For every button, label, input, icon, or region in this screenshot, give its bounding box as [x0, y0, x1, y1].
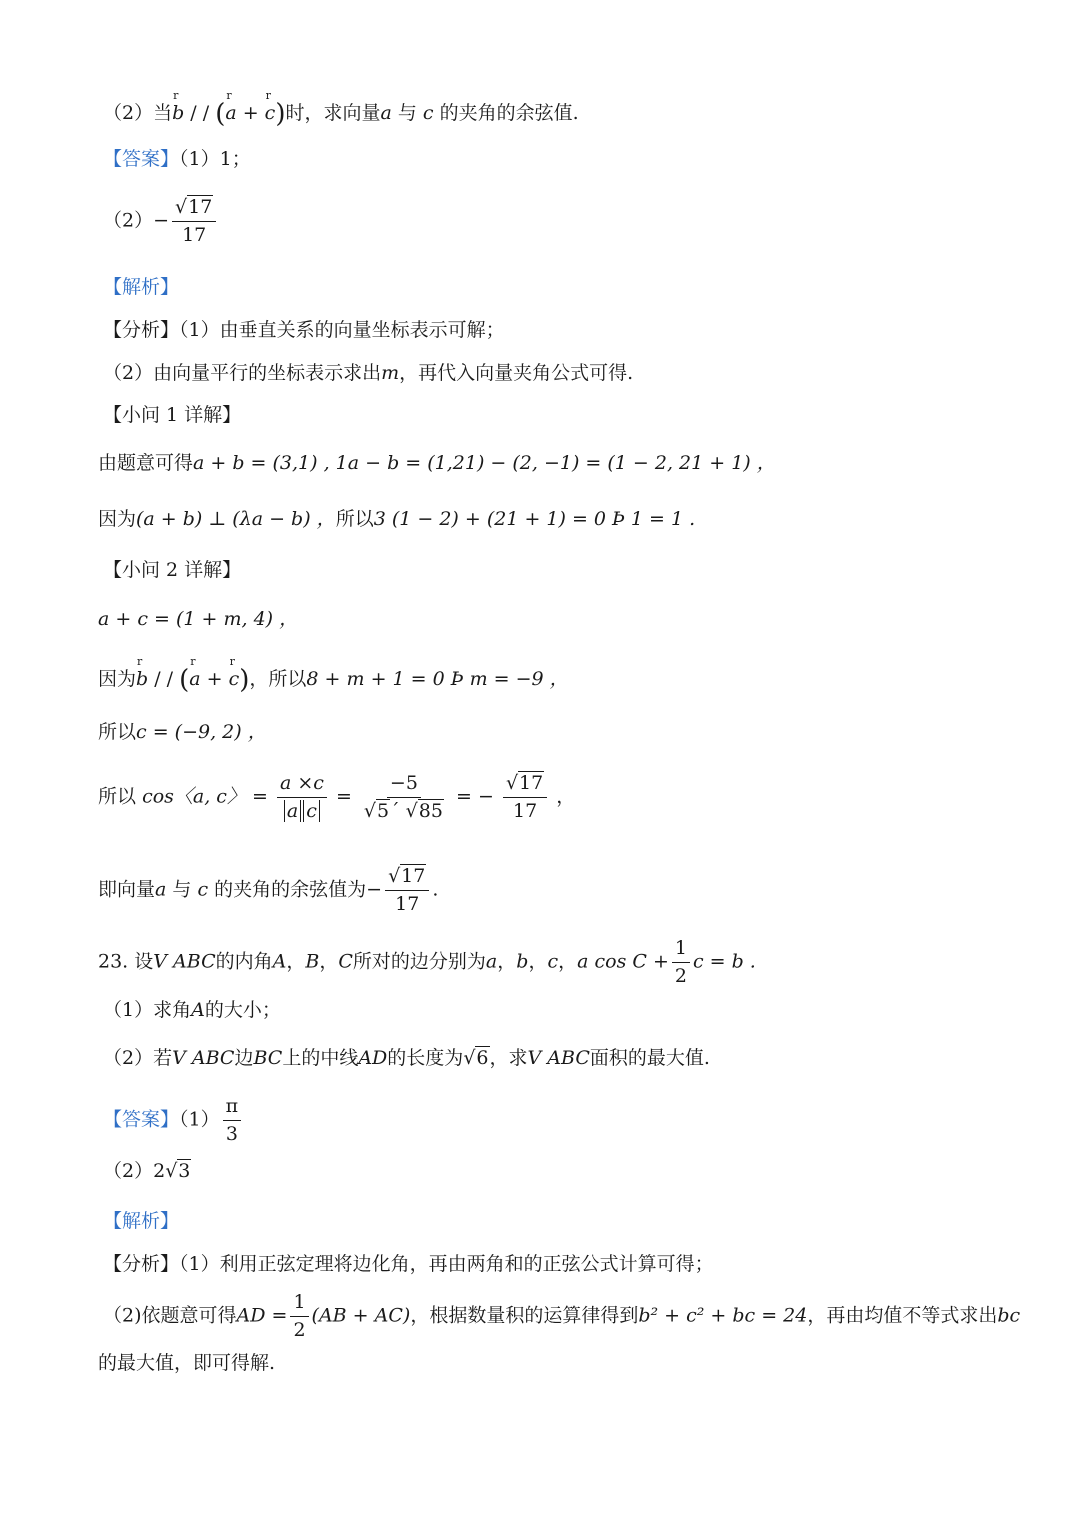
equals: = [335, 785, 352, 808]
q23-part2: （2）若V ABC边BC上的中线AD的长度为√6，求V ABC面积的最大值. [103, 1047, 710, 1069]
text: ， [556, 785, 576, 808]
text: ，根据数量积的运算律得到 [410, 1304, 639, 1327]
parallel-symbol: / / [184, 102, 216, 124]
text: 所对的边分别为 [352, 950, 486, 973]
text: 因为 [98, 668, 137, 690]
formula: c = b . [692, 950, 756, 973]
vector-a: r a [189, 655, 201, 690]
q22-sub2-line4 [98, 773, 575, 822]
text: 与 [391, 102, 423, 124]
text: （2）当 [103, 102, 173, 124]
jiexi-tag: 【解析】 [103, 276, 180, 298]
q22-jiexi [103, 278, 179, 297]
text: 与 [166, 878, 198, 901]
fenxi-tag: 【分析】 [103, 1253, 180, 1275]
var-a: a [155, 878, 167, 901]
q22-sub2-line2: 因为 r b / / ( r a + r c)，所以8 + m + 1 = 0 Þ m = −9 ， [98, 655, 569, 695]
q23-answer-2: （2）2√3 [103, 1160, 191, 1182]
text: ，所以 [249, 668, 307, 690]
var-m: m [381, 362, 400, 384]
var-a: a [380, 102, 392, 124]
q23-stem [98, 938, 756, 987]
subquestion-tag: 【小问 1 详解】 [103, 404, 242, 426]
var-c: c [422, 102, 434, 124]
q22-sub1-tag [103, 406, 241, 425]
text: 的大小； [204, 999, 281, 1021]
fraction: $\frac{√17}{17}$ [172, 197, 216, 246]
fenxi-tag: 【分析】 [103, 319, 180, 341]
text: （2）若 [103, 1047, 173, 1069]
cosine-expr: cos〈a, c〉 = [142, 785, 268, 808]
subquestion-tag: 【小问 2 详解】 [103, 559, 242, 581]
plus-sign: + [200, 668, 229, 690]
q22-fenxi-1 [103, 321, 505, 340]
vector-b: r b [136, 655, 149, 690]
text: 由题意可得 [98, 452, 194, 474]
formula: a cos C + [577, 950, 669, 973]
text: 的长度为 [387, 1047, 464, 1069]
answer-tag: 【答案】 [103, 148, 180, 170]
text: 的内角 [215, 950, 273, 973]
text: 的夹角的余弦值. [433, 102, 579, 124]
var-B: B [305, 950, 320, 973]
coefficient: 2 [153, 1160, 166, 1182]
vector-a: r a [225, 89, 237, 124]
text: （2）由向量平行的坐标表示求出 [103, 362, 382, 384]
text: 的夹角的余弦值为 [208, 878, 367, 901]
label: （2） [103, 209, 154, 232]
text: ，再代入向量夹角公式可得. [399, 362, 634, 384]
triangle-abc: V ABC [172, 1047, 235, 1069]
formula: c = (−9, 2) ， [136, 721, 267, 743]
sqrt-6: 6 [476, 1047, 489, 1069]
q23-answer-line [103, 1096, 244, 1145]
text: ， [528, 950, 548, 973]
fraction-dot-over-norms: $\frac{a \times c}{\text{a c}}$ [277, 773, 327, 822]
side-bc: BC [253, 1047, 283, 1069]
text: 的最大值，即可得解. [98, 1352, 276, 1374]
var-c: c [547, 950, 559, 973]
text: 所以 [98, 721, 137, 743]
text: 所以 [98, 785, 137, 808]
formula: a + c = (1 + m, 4) ， [98, 608, 299, 630]
formula: (a + b) ⊥ (λa − b) ， [136, 508, 336, 530]
fraction-half: $\frac{1}{2}$ [672, 938, 690, 987]
text: 面积的最大值. [589, 1047, 710, 1069]
q22-conclusion [98, 866, 438, 915]
q23-fenxi-2 [103, 1292, 1020, 1341]
question-number: 23. 设 [98, 950, 154, 973]
text: ， [286, 950, 306, 973]
q22-sub1-line1 [98, 454, 776, 473]
q23-part1 [103, 1001, 281, 1020]
text: （1）由垂直关系的向量坐标表示可解； [179, 319, 505, 341]
q22-sub2-line3 [98, 723, 267, 742]
triangle-abc: V ABC [153, 950, 216, 973]
text: ，再由均值不等式求出 [807, 1304, 998, 1327]
vector-c: r c [264, 89, 276, 124]
label: （2） [103, 1160, 154, 1182]
plus-sign: + [236, 102, 265, 124]
equals-minus: = − [456, 785, 494, 808]
text: 上的中线 [282, 1047, 359, 1069]
text: （1）利用正弦定理将边化角，再由两角和的正弦公式计算可得； [179, 1253, 714, 1275]
q22-sub1-line2 [98, 510, 695, 529]
minus-sign: − [366, 878, 383, 901]
var-b: b [516, 950, 529, 973]
text: （1）求角 [103, 999, 192, 1021]
formula: 3 (1 − 2) + (21 + 1) = 0 Þ 1 = 1 . [373, 508, 696, 530]
q23-jiexi [103, 1212, 179, 1231]
text: ， [319, 950, 339, 973]
q22-sub2-tag [103, 561, 241, 580]
text: 所以 [335, 508, 374, 530]
fraction-result: $\frac{√17}{17}$ [503, 773, 547, 822]
text: ， [497, 950, 517, 973]
var-a: a [485, 950, 498, 973]
text: （2)依题意可得 [103, 1304, 237, 1327]
q22-sub2-line1 [98, 610, 298, 629]
formula: b² + c² + bc = 24 [638, 1304, 808, 1327]
fraction-pi-over-3: $\frac{\pi}{3}$ [223, 1096, 242, 1145]
fraction-half: $\frac{1}{2}$ [290, 1292, 308, 1341]
fraction-value: $\frac{-5}{√5´ √85}$ [363, 772, 443, 822]
text: 即向量 [98, 878, 156, 901]
label: （1） [179, 1108, 220, 1131]
text: 时，求向量 [285, 102, 381, 124]
var-bc: bc [997, 1304, 1021, 1327]
formula: a + b = (3,1) , 1a − b = (1,21) − (2, −1) = (1 − 2, 21 + 1) ， [193, 452, 776, 474]
triangle-abc: V ABC [527, 1047, 590, 1069]
formula: (AB + AC) [311, 1304, 411, 1327]
var-C: C [338, 950, 353, 973]
text: 边 [234, 1047, 254, 1069]
q22-part2-line: （2）当 r b / / ( r a + r c)时，求向量a 与 c 的夹角的余弦值. [103, 89, 579, 129]
sqrt-3: 3 [178, 1160, 191, 1182]
q22-answer-2 [103, 197, 219, 246]
answer-tag: 【答案】 [103, 1108, 180, 1131]
minus-sign: − [153, 209, 170, 232]
var-A: A [272, 950, 287, 973]
text: 因为 [98, 508, 137, 530]
vector-c: r c [228, 655, 240, 690]
parallel-symbol: / / [148, 668, 180, 690]
text: ， [558, 950, 578, 973]
var-c: c [197, 878, 209, 901]
answer-1: （1）1； [179, 148, 251, 170]
formula: 8 + m + 1 = 0 Þ m = −9 ， [306, 668, 569, 690]
q23-fenxi-1 [103, 1255, 714, 1274]
text: ，求 [489, 1047, 528, 1069]
var-A: A [191, 999, 205, 1021]
formula: AD = [236, 1304, 288, 1327]
q23-fenxi-2-cont [98, 1354, 275, 1373]
fraction: $\frac{√17}{17}$ [385, 866, 429, 915]
q22-fenxi-2 [103, 364, 633, 383]
vector-b: r b [172, 89, 185, 124]
q22-answer-line [103, 150, 251, 169]
median-ad: AD [358, 1047, 388, 1069]
jiexi-tag: 【解析】 [103, 1210, 180, 1232]
text: . [432, 878, 439, 901]
